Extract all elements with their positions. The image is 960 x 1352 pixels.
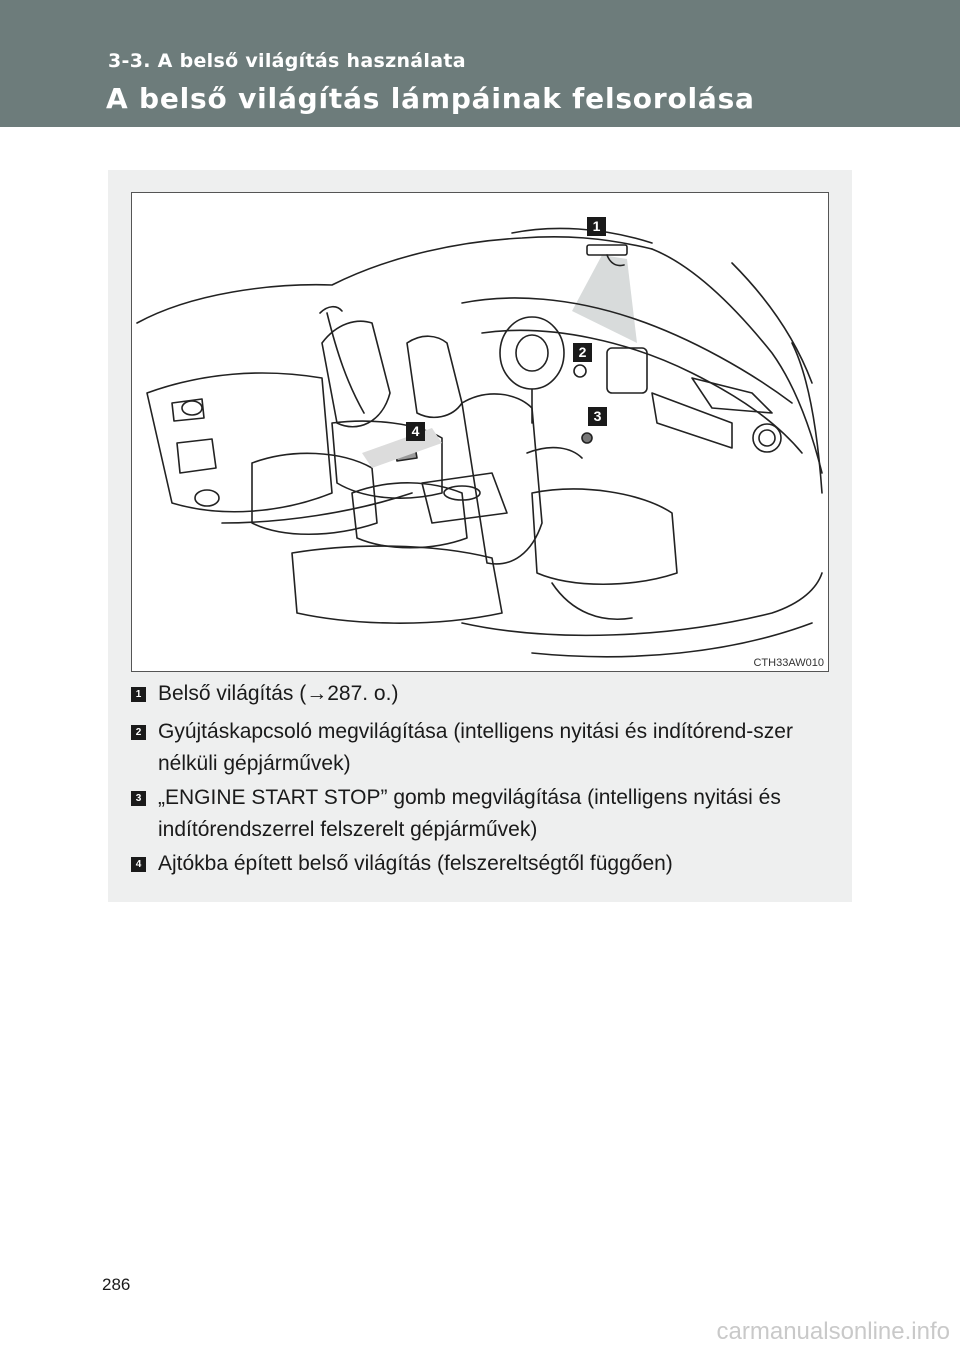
item-marker: 3: [131, 791, 146, 806]
car-interior-drawing: [132, 193, 828, 671]
page-header: [0, 0, 960, 127]
figure-code: CTH33AW010: [753, 657, 824, 669]
item-text: „ENGINE START STOP” gomb megvilágítása (intelligens nyitási és indítórendszerrel felszerelt gépjárművek): [158, 786, 781, 841]
item-marker: 4: [131, 857, 146, 872]
callout-1: 1: [587, 217, 606, 236]
item-marker: 2: [131, 725, 146, 740]
callout-3: 3: [588, 407, 607, 426]
item-marker: 1: [131, 687, 146, 702]
page-title: A belső világítás lámpáinak felsorolása: [106, 82, 755, 115]
callout-2: 2: [573, 343, 592, 362]
item-text: Gyújtáskapcsoló megvilágítása (intelligens nyitási és indítórend-szer nélküli gépjárművek): [158, 720, 793, 775]
section-label: 3-3. A belső világítás használata: [108, 50, 466, 72]
car-interior-illustration: [131, 192, 829, 672]
watermark: carmanualsonline.info: [716, 1318, 950, 1345]
item-text: Belső világítás (→287. o.): [158, 682, 399, 705]
item-text: Ajtókba épített belső világítás (felszereltségtől függően): [158, 852, 673, 875]
page-number: 286: [102, 1275, 131, 1294]
callout-4: 4: [406, 422, 425, 441]
